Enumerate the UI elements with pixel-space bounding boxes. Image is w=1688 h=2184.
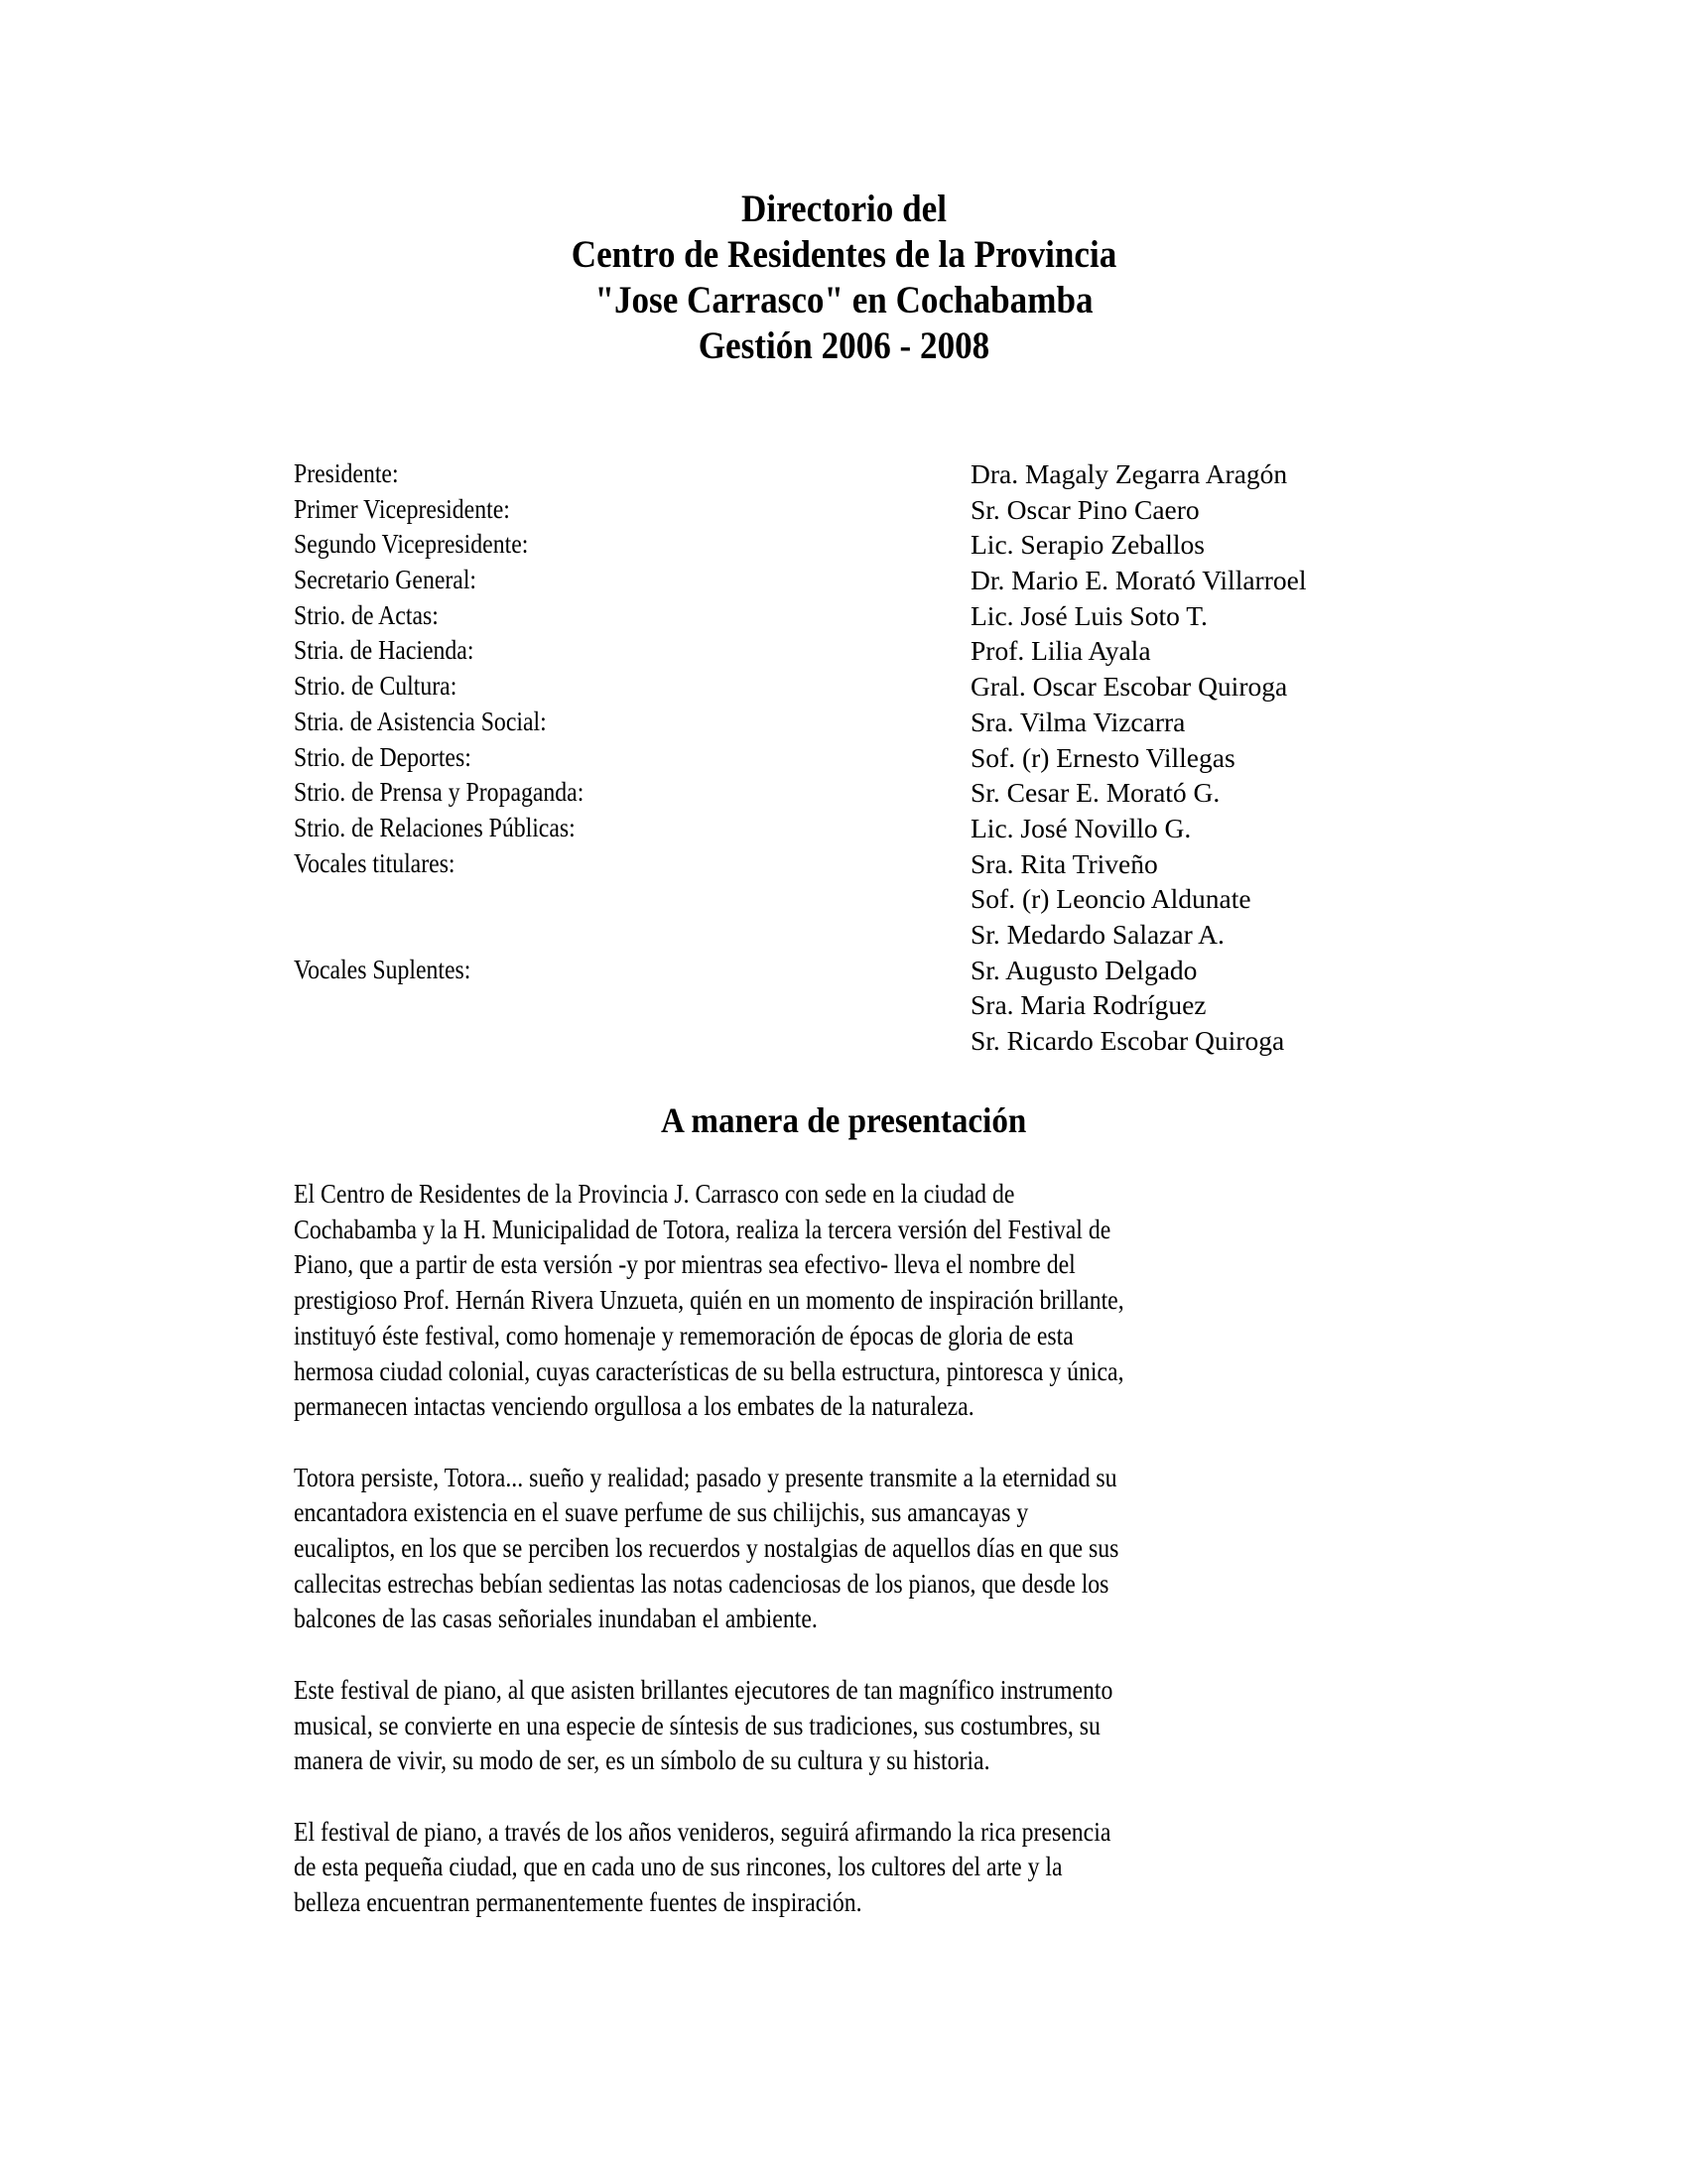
directory-row <box>294 775 1395 811</box>
directory-member-name: Sr. Medardo Salazar A. <box>971 918 1225 950</box>
directory-row <box>294 598 1395 634</box>
text-line: balcones de las casas señoriales inundaban el ambiente. <box>294 1604 818 1634</box>
directory-row <box>294 492 1395 528</box>
directory-role: Strio. de Relaciones Públicas: <box>294 812 576 842</box>
directory-member-name: Sr. Ricardo Escobar Quiroga <box>971 1025 1285 1056</box>
title-line-3: "Jose Carrasco" en Cochabamba <box>594 279 1094 321</box>
paragraph-4 <box>294 1815 1395 1921</box>
text-line: instituyó éste festival, como homenaje y rememoración de épocas de gloria de esta <box>294 1320 1074 1350</box>
directory-member-name: Sof. (r) Leoncio Aldunate <box>971 883 1251 915</box>
directory-role: Strio. de Prensa y Propaganda: <box>294 777 584 808</box>
directory-row <box>294 527 1395 563</box>
directory-role: Vocales titulares: <box>294 847 455 878</box>
directory-row <box>294 917 1395 953</box>
directory-role: Strio. de Deportes: <box>294 741 471 772</box>
directory-member-name: Prof. Lilia Ayala <box>971 635 1151 667</box>
paragraph-1 <box>294 1177 1395 1425</box>
directory-row <box>294 705 1395 740</box>
directory-row <box>294 987 1395 1023</box>
directory-role: Segundo Vicepresidente: <box>294 529 529 560</box>
text-line: Piano, que a partir de esta versión -y por mientras sea efectivo- lleva el nombre del <box>294 1249 1076 1280</box>
text-line: belleza encuentran permanentemente fuentes de inspiración. <box>294 1887 862 1918</box>
title-line-1: Directorio del <box>741 188 947 230</box>
text-line: Este festival de piano, al que asisten brillantes ejecutores de tan magnífico instrumento <box>294 1674 1113 1705</box>
document-title <box>0 187 1688 369</box>
text-line: El festival de piano, a través de los años venideros, seguirá afirmando la rica presencia <box>294 1816 1111 1847</box>
directory-member-name: Sra. Maria Rodríguez <box>971 989 1207 1021</box>
directory-row <box>294 846 1395 882</box>
directory-row <box>294 740 1395 776</box>
directory-member-name: Dra. Magaly Zegarra Aragón <box>971 458 1288 489</box>
paragraph-3 <box>294 1673 1395 1779</box>
title-line-2: Centro de Residentes de la Provincia <box>571 233 1117 276</box>
directory-row <box>294 953 1395 988</box>
directory-member-name: Dr. Mario E. Morató Villarroel <box>971 565 1307 596</box>
directory-row <box>294 563 1395 598</box>
text-line: hermosa ciudad colonial, cuyas características de su bella estructura, pintoresca y única, <box>294 1355 1124 1386</box>
directory-member-name: Sr. Oscar Pino Caero <box>971 493 1200 525</box>
directory-member-name: Sra. Rita Triveño <box>971 847 1158 879</box>
directory-member-name: Sra. Vilma Vizcarra <box>971 706 1186 737</box>
directory-row <box>294 456 1395 492</box>
paragraph-2 <box>294 1461 1395 1638</box>
text-line: manera de vivir, su modo de ser, es un símbolo de su cultura y su historia. <box>294 1745 990 1776</box>
directory-role: Strio. de Actas: <box>294 599 439 630</box>
directory-member-name: Sr. Cesar E. Morató G. <box>971 777 1221 809</box>
directory-row <box>294 881 1395 917</box>
directory-row <box>294 669 1395 705</box>
directory-member-name: Sr. Augusto Delgado <box>971 954 1198 985</box>
text-line: encantadora existencia en el suave perfume de sus chilijchis, sus amancayas y <box>294 1497 1029 1528</box>
title-line-4: Gestión 2006 - 2008 <box>698 324 990 367</box>
directory-member-name: Lic. Serapio Zeballos <box>971 529 1205 561</box>
text-line: El Centro de Residentes de la Provincia J. Carrasco con sede en la ciudad de <box>294 1179 1015 1209</box>
text-line: permanecen intactas venciendo orgullosa a los embates de la naturaleza. <box>294 1391 974 1422</box>
presentation-body <box>294 1177 1395 1956</box>
directory-role: Presidente: <box>294 458 399 488</box>
section-heading <box>0 1097 1688 1143</box>
text-line: prestigioso Prof. Hernán Rivera Unzueta, quién en un momento de inspiración brillante, <box>294 1285 1124 1316</box>
section-heading-text: A manera de presentación <box>661 1100 1027 1140</box>
text-line: de esta pequeña ciudad, que en cada uno de sus rincones, los cultores del arte y la <box>294 1852 1063 1882</box>
text-line: callecitas estrechas bebían sedientas las notas cadenciosas de los pianos, que desde los <box>294 1568 1109 1599</box>
text-line: Cochabamba y la H. Municipalidad de Totora, realiza la tercera versión del Festival de <box>294 1214 1111 1244</box>
directory-member-name: Lic. José Novillo G. <box>971 812 1192 843</box>
directory-row <box>294 633 1395 669</box>
directory-member-name: Lic. José Luis Soto T. <box>971 599 1208 631</box>
text-line: Totora persiste, Totora... sueño y realidad; pasado y presente transmite a la eternidad su <box>294 1462 1117 1492</box>
directory-row <box>294 1023 1395 1059</box>
directory-member-name: Sof. (r) Ernesto Villegas <box>971 741 1235 773</box>
directory-member-name: Gral. Oscar Escobar Quiroga <box>971 671 1288 703</box>
directory-row <box>294 811 1395 846</box>
directory-list <box>294 456 1395 1059</box>
directory-role: Stria. de Asistencia Social: <box>294 706 547 736</box>
directory-role: Strio. de Cultura: <box>294 671 457 702</box>
directory-role: Vocales Suplentes: <box>294 954 471 984</box>
directory-role: Secretario General: <box>294 565 477 595</box>
directory-role: Primer Vicepresidente: <box>294 493 510 524</box>
directory-role: Stria. de Hacienda: <box>294 635 474 666</box>
text-line: eucaliptos, en los que se perciben los recuerdos y nostalgias de aquellos días en que sus <box>294 1533 1119 1564</box>
text-line: musical, se convierte en una especie de síntesis de sus tradiciones, sus costumbres, su <box>294 1710 1101 1740</box>
